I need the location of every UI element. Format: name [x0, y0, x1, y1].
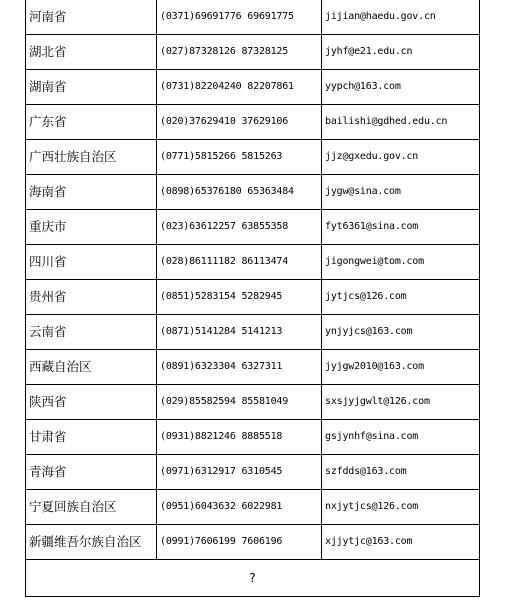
email-cell: bailishi@gdhed.edu.cn [322, 105, 480, 140]
table-row [26, 175, 480, 210]
region-cell: 西藏自治区 [26, 350, 157, 385]
email-cell: fyt6361@sina.com [322, 210, 480, 245]
table-row [26, 210, 480, 245]
table-row [26, 525, 480, 560]
table-row [26, 245, 480, 280]
phone-cell: (0771)5815266 5815263 [157, 140, 322, 175]
table-row [26, 350, 480, 385]
phone-cell: (0851)5283154 5282945 [157, 280, 322, 315]
phone-cell: (0871)5141284 5141213 [157, 315, 322, 350]
footer-cell: ? [26, 560, 480, 597]
region-cell: 重庆市 [26, 210, 157, 245]
contact-table-body [26, 0, 480, 597]
email-cell: nxjytjcs@126.com [322, 490, 480, 525]
email-cell: yypch@163.com [322, 70, 480, 105]
region-cell: 青海省 [26, 455, 157, 490]
table-row [26, 385, 480, 420]
phone-cell: (027)87328126 87328125 [157, 35, 322, 70]
phone-cell: (0371)69691776 69691775 [157, 0, 322, 35]
email-cell: jygw@sina.com [322, 175, 480, 210]
table-row [26, 455, 480, 490]
table-row [26, 105, 480, 140]
region-cell: 湖北省 [26, 35, 157, 70]
email-cell: jigongwei@tom.com [322, 245, 480, 280]
email-cell: jytjcs@126.com [322, 280, 480, 315]
email-cell: jjz@gxedu.gov.cn [322, 140, 480, 175]
region-cell: 宁夏回族自治区 [26, 490, 157, 525]
region-cell: 湖南省 [26, 70, 157, 105]
email-cell: jijian@haedu.gov.cn [322, 0, 480, 35]
contact-table [25, 0, 480, 597]
table-row [26, 140, 480, 175]
email-cell: gsjynhf@sina.com [322, 420, 480, 455]
region-cell: 海南省 [26, 175, 157, 210]
region-cell: 甘肃省 [26, 420, 157, 455]
table-row [26, 35, 480, 70]
email-cell: jyjgw2010@163.com [322, 350, 480, 385]
email-cell: jyhf@e21.edu.cn [322, 35, 480, 70]
email-cell: ynjyjcs@163.com [322, 315, 480, 350]
table-row [26, 70, 480, 105]
region-cell: 陕西省 [26, 385, 157, 420]
phone-cell: (0971)6312917 6310545 [157, 455, 322, 490]
phone-cell: (0991)7606199 7606196 [157, 525, 322, 560]
region-cell: 云南省 [26, 315, 157, 350]
region-cell: 四川省 [26, 245, 157, 280]
phone-cell: (0891)6323304 6327311 [157, 350, 322, 385]
region-cell: 广西壮族自治区 [26, 140, 157, 175]
footer-row [26, 560, 480, 597]
phone-cell: (029)85582594 85581049 [157, 385, 322, 420]
phone-cell: (020)37629410 37629106 [157, 105, 322, 140]
table-row [26, 490, 480, 525]
phone-cell: (028)86111182 86113474 [157, 245, 322, 280]
region-cell: 新疆维吾尔族自治区 [26, 525, 157, 560]
table-row [26, 315, 480, 350]
region-cell: 广东省 [26, 105, 157, 140]
email-cell: sxsjyjgwlt@126.com [322, 385, 480, 420]
phone-cell: (0951)6043632 6022981 [157, 490, 322, 525]
phone-cell: (0731)82204240 82207861 [157, 70, 322, 105]
table-row [26, 0, 480, 35]
region-cell: 河南省 [26, 0, 157, 35]
email-cell: szfdds@163.com [322, 455, 480, 490]
table-row [26, 280, 480, 315]
table-row [26, 420, 480, 455]
phone-cell: (0898)65376180 65363484 [157, 175, 322, 210]
email-cell: xjjytjc@163.com [322, 525, 480, 560]
phone-cell: (023)63612257 63855358 [157, 210, 322, 245]
region-cell: 贵州省 [26, 280, 157, 315]
phone-cell: (0931)8821246 8885518 [157, 420, 322, 455]
